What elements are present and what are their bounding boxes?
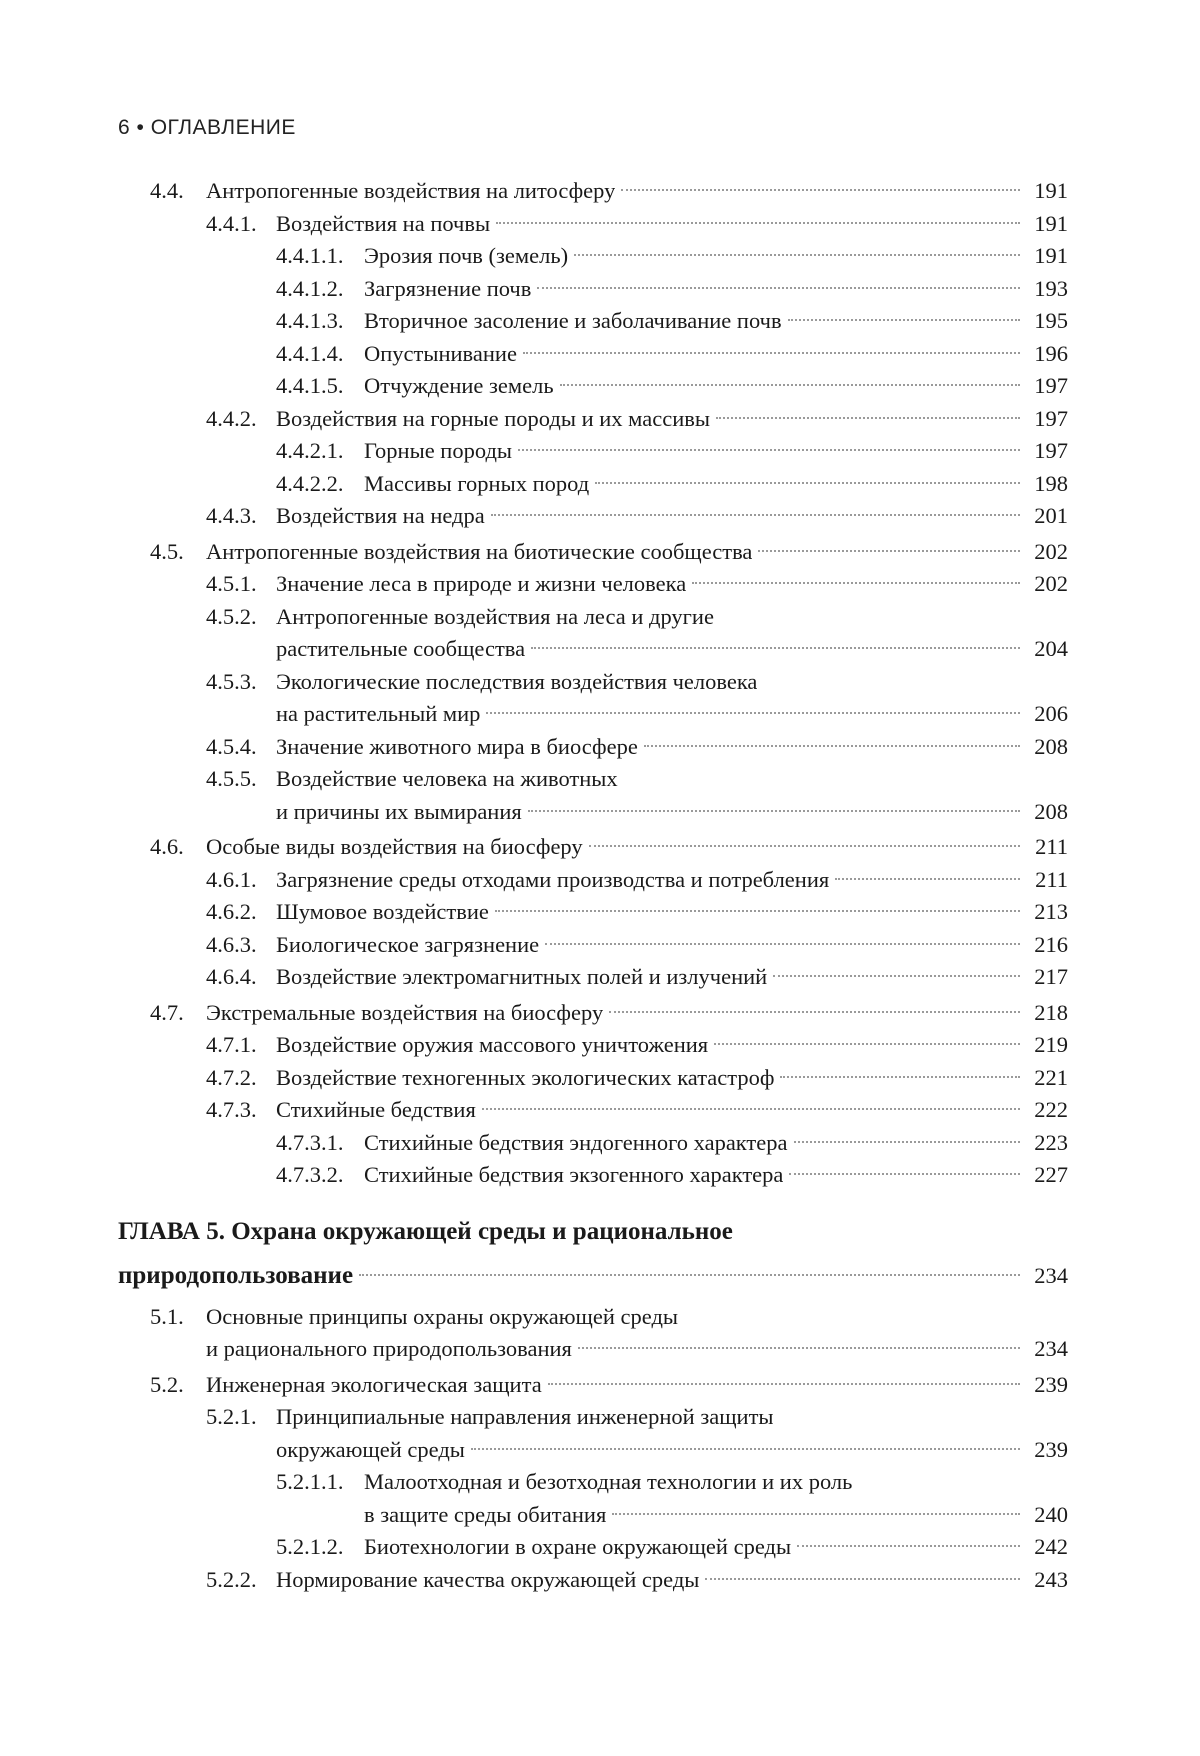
toc-entry-title: Шумовое воздействие [276, 896, 489, 929]
toc-entry-title: Стихийные бедствия эндогенного характера [364, 1127, 788, 1160]
toc-entry-title: в защите среды обитания [364, 1499, 606, 1532]
dot-leader [482, 1108, 1020, 1110]
toc-entry-number: 4.6.2. [118, 896, 276, 929]
dot-leader [528, 810, 1020, 812]
toc-entry[interactable] [118, 1333, 1068, 1366]
toc-entry-title: Массивы горных пород [364, 468, 589, 501]
toc-entry[interactable] [118, 468, 1068, 501]
toc-entry-number: 4.4.3. [118, 500, 276, 533]
toc-entry[interactable] [118, 929, 1068, 962]
toc-entry[interactable] [118, 864, 1068, 897]
toc-page-number: 211 [1026, 831, 1068, 864]
dot-leader [495, 910, 1020, 912]
toc-entry[interactable] [118, 731, 1068, 764]
toc-entry-title: Воздействие электромагнитных полей и излучений [276, 961, 767, 994]
toc-entry[interactable] [118, 1029, 1068, 1062]
toc-entry-number: 4.4.2.2. [118, 468, 364, 501]
toc-entry[interactable] [118, 208, 1068, 241]
toc-entry[interactable] [118, 997, 1068, 1030]
toc-entry-number: 4.5.3. [118, 666, 276, 699]
toc-page-number: 239 [1026, 1434, 1068, 1467]
toc-entry-number: 4.5.4. [118, 731, 276, 764]
dot-leader [797, 1545, 1020, 1547]
toc-entry-title: Стихийные бедствия экзогенного характера [364, 1159, 783, 1192]
toc-entry-number: 4.4.1.2. [118, 273, 364, 306]
toc-entry-title: Основные принципы охраны окружающей среды [206, 1301, 678, 1334]
dot-leader [788, 319, 1020, 321]
toc-page-number: 211 [1026, 864, 1068, 897]
toc-entry-number: 5.2. [118, 1369, 206, 1402]
toc-page-number: 218 [1026, 997, 1068, 1030]
toc-page-number: 219 [1026, 1029, 1068, 1062]
toc-entry[interactable] [118, 763, 1068, 796]
toc-entry-title: природопользование [118, 1254, 353, 1298]
toc-entry-number: 4.7.3. [118, 1094, 276, 1127]
toc-entry[interactable] [118, 1466, 1068, 1499]
toc-entry-number: 4.4.1.1. [118, 240, 364, 273]
toc-entry[interactable] [118, 1369, 1068, 1402]
toc-entry-number: 5.2.2. [118, 1564, 276, 1597]
dot-leader [496, 222, 1020, 224]
toc-page-number: 197 [1026, 435, 1068, 468]
toc-page-number: 195 [1026, 305, 1068, 338]
dot-leader [589, 845, 1020, 847]
toc-entry-number: 5.2.1.1. [118, 1466, 364, 1499]
dot-leader [773, 975, 1020, 977]
dot-leader [574, 254, 1020, 256]
dot-leader [359, 1274, 1020, 1276]
dot-leader [523, 352, 1020, 354]
toc-entry[interactable] [118, 1159, 1068, 1192]
toc-entry-title: Воздействия на почвы [276, 208, 490, 241]
toc-entry-title: Загрязнение почв [364, 273, 531, 306]
toc-entry[interactable] [118, 601, 1068, 634]
toc-entry-title: Воздействие техногенных экологических катастроф [276, 1062, 774, 1095]
toc-entry-number: 4.5.1. [118, 568, 276, 601]
toc-entry-number: 4.4.1.5. [118, 370, 364, 403]
toc-entry-title: и рационального природопользования [206, 1333, 572, 1366]
dot-leader [518, 449, 1020, 451]
toc-entry-title: Загрязнение среды отходами производства и потребления [276, 864, 829, 897]
toc-entry[interactable] [118, 1254, 1068, 1298]
toc-entry-title: окружающей среды [276, 1434, 465, 1467]
toc-entry-title: Особые виды воздействия на биосферу [206, 831, 583, 864]
toc-entry[interactable] [118, 1094, 1068, 1127]
toc-page-number: 191 [1026, 175, 1068, 208]
toc-entry[interactable] [118, 896, 1068, 929]
dot-leader [794, 1141, 1021, 1143]
toc-entry-number: 4.7.3.2. [118, 1159, 364, 1192]
toc-page-number: 222 [1026, 1094, 1068, 1127]
toc-page-number: 217 [1026, 961, 1068, 994]
toc-page-number: 208 [1026, 796, 1068, 829]
dot-leader [644, 745, 1020, 747]
toc-entry[interactable] [118, 1401, 1068, 1434]
toc-entry-number: 4.6.1. [118, 864, 276, 897]
dot-leader [758, 550, 1020, 552]
toc-entry[interactable] [118, 175, 1068, 208]
toc-entry-title: Эрозия почв (земель) [364, 240, 568, 273]
toc-page-number: 234 [1026, 1333, 1068, 1366]
toc-entry-number: 4.4.1.3. [118, 305, 364, 338]
toc-entry-number: 4.4.1. [118, 208, 276, 241]
toc-entry[interactable] [118, 403, 1068, 436]
toc-page-number: 221 [1026, 1062, 1068, 1095]
toc-page-number: 213 [1026, 896, 1068, 929]
toc-entry-number: 4.7.1. [118, 1029, 276, 1062]
dot-leader [609, 1011, 1020, 1013]
toc-entry-number: 4.6. [118, 831, 206, 864]
dot-leader [789, 1173, 1020, 1175]
toc-page-number: 198 [1026, 468, 1068, 501]
toc-entry-title: Воздействие человека на животных [276, 763, 618, 796]
dot-leader [560, 384, 1020, 386]
toc-entry-title: Антропогенные воздействия на литосферу [206, 175, 615, 208]
toc-entry-number: 5.1. [118, 1301, 206, 1334]
dot-leader [705, 1578, 1020, 1580]
dot-leader [471, 1448, 1020, 1450]
toc-entry-title: Воздействия на недра [276, 500, 485, 533]
toc-entry-title: Нормирование качества окружающей среды [276, 1564, 699, 1597]
toc-entry-title: Биотехнологии в охране окружающей среды [364, 1531, 791, 1564]
toc-entry-title: Антропогенные воздействия на биотические сообщества [206, 536, 752, 569]
dot-leader [578, 1347, 1020, 1349]
toc-page-number: 216 [1026, 929, 1068, 962]
toc-page-number: 193 [1026, 273, 1068, 306]
dot-leader [531, 647, 1020, 649]
toc-page-number: 191 [1026, 208, 1068, 241]
toc-entry[interactable] [118, 1564, 1068, 1597]
toc-entry-title: Антропогенные воздействия на леса и другие [276, 601, 714, 634]
dot-leader [491, 514, 1020, 516]
toc-entry-number: 4.5.5. [118, 763, 276, 796]
toc-page-number: 202 [1026, 536, 1068, 569]
toc-page-number: 242 [1026, 1531, 1068, 1564]
toc-entry[interactable] [118, 1062, 1068, 1095]
toc-entry-number: 4.5. [118, 536, 206, 569]
dot-leader [595, 482, 1020, 484]
dot-leader [780, 1076, 1020, 1078]
toc-page-number: 239 [1026, 1369, 1068, 1402]
document-page [0, 0, 1200, 1756]
toc-entry-number: 4.4. [118, 175, 206, 208]
toc-entry-title: Экологические последствия воздействия человека [276, 666, 757, 699]
toc-entry[interactable] [118, 240, 1068, 273]
toc-entry-number: 4.7.2. [118, 1062, 276, 1095]
toc-entry-title: Воздействие оружия массового уничтожения [276, 1029, 708, 1062]
toc-entry[interactable] [118, 961, 1068, 994]
toc-page-number: 234 [1026, 1254, 1068, 1298]
dot-leader [537, 287, 1020, 289]
toc-entry[interactable] [118, 536, 1068, 569]
toc-entry[interactable] [118, 568, 1068, 601]
dot-leader [835, 878, 1020, 880]
toc-page-number: 196 [1026, 338, 1068, 371]
toc-entry-number: 4.4.1.4. [118, 338, 364, 371]
toc-entry-number: 4.4.2. [118, 403, 276, 436]
toc-entry[interactable] [118, 1434, 1068, 1467]
toc-page-number: 204 [1026, 633, 1068, 666]
table-of-contents [118, 172, 1068, 1596]
toc-entry[interactable] [118, 1499, 1068, 1532]
toc-page-number: 206 [1026, 698, 1068, 731]
toc-page-number: 202 [1026, 568, 1068, 601]
toc-entry[interactable] [118, 1210, 1068, 1254]
dot-leader [716, 417, 1020, 419]
toc-entry[interactable] [118, 1531, 1068, 1564]
toc-entry-title: Экстремальные воздействия на биосферу [206, 997, 603, 1030]
toc-entry-title: Инженерная экологическая защита [206, 1369, 542, 1402]
toc-page-number: 191 [1026, 240, 1068, 273]
dot-leader [714, 1043, 1020, 1045]
toc-entry[interactable] [118, 305, 1068, 338]
dot-leader [548, 1383, 1020, 1385]
toc-entry[interactable] [118, 435, 1068, 468]
toc-entry-number: 4.5.2. [118, 601, 276, 634]
toc-entry[interactable] [118, 698, 1068, 731]
toc-entry-title: Горные породы [364, 435, 512, 468]
toc-entry[interactable] [118, 796, 1068, 829]
toc-entry[interactable] [118, 1301, 1068, 1334]
toc-entry-title: и причины их вымирания [276, 796, 522, 829]
toc-entry[interactable] [118, 273, 1068, 306]
toc-entry-title: Стихийные бедствия [276, 1094, 476, 1127]
toc-entry-title: Значение леса в природе и жизни человека [276, 568, 686, 601]
toc-entry-number: 4.4.2.1. [118, 435, 364, 468]
toc-entry[interactable] [118, 500, 1068, 533]
toc-entry-number: 4.6.4. [118, 961, 276, 994]
toc-page-number: 240 [1026, 1499, 1068, 1532]
toc-entry-title: Значение животного мира в биосфере [276, 731, 638, 764]
toc-entry[interactable] [118, 666, 1068, 699]
toc-entry-title: Опустынивание [364, 338, 517, 371]
toc-entry[interactable] [118, 831, 1068, 864]
toc-entry-number: 4.7. [118, 997, 206, 1030]
toc-entry-title: Вторичное засоление и заболачивание почв [364, 305, 782, 338]
toc-entry-title: Малоотходная и безотходная технологии и их роль [364, 1466, 852, 1499]
toc-entry[interactable] [118, 633, 1068, 666]
toc-page-number: 227 [1026, 1159, 1068, 1192]
toc-entry-title: на растительный мир [276, 698, 480, 731]
toc-entry[interactable] [118, 1127, 1068, 1160]
toc-entry-title: Отчуждение земель [364, 370, 554, 403]
dot-leader [621, 189, 1020, 191]
dot-leader [486, 712, 1020, 714]
toc-entry-number: 5.2.1.2. [118, 1531, 364, 1564]
toc-entry-title: растительные сообщества [276, 633, 525, 666]
toc-entry-title: ГЛАВА 5. Охрана окружающей среды и рациональное [118, 1210, 733, 1254]
toc-entry-title: Биологическое загрязнение [276, 929, 539, 962]
toc-page-number: 243 [1026, 1564, 1068, 1597]
toc-entry[interactable] [118, 338, 1068, 371]
toc-entry-number: 5.2.1. [118, 1401, 276, 1434]
dot-leader [692, 582, 1020, 584]
toc-page-number: 223 [1026, 1127, 1068, 1160]
toc-page-number: 201 [1026, 500, 1068, 533]
toc-entry[interactable] [118, 370, 1068, 403]
toc-entry-title: Принципиальные направления инженерной защиты [276, 1401, 774, 1434]
running-head: 6 • ОГЛАВЛЕНИЕ [118, 116, 296, 140]
toc-entry-title: Воздействия на горные породы и их массивы [276, 403, 710, 436]
toc-page-number: 208 [1026, 731, 1068, 764]
toc-entry-number: 4.6.3. [118, 929, 276, 962]
dot-leader [612, 1513, 1020, 1515]
dot-leader [545, 943, 1020, 945]
toc-page-number: 197 [1026, 370, 1068, 403]
toc-entry-number: 4.7.3.1. [118, 1127, 364, 1160]
toc-page-number: 197 [1026, 403, 1068, 436]
